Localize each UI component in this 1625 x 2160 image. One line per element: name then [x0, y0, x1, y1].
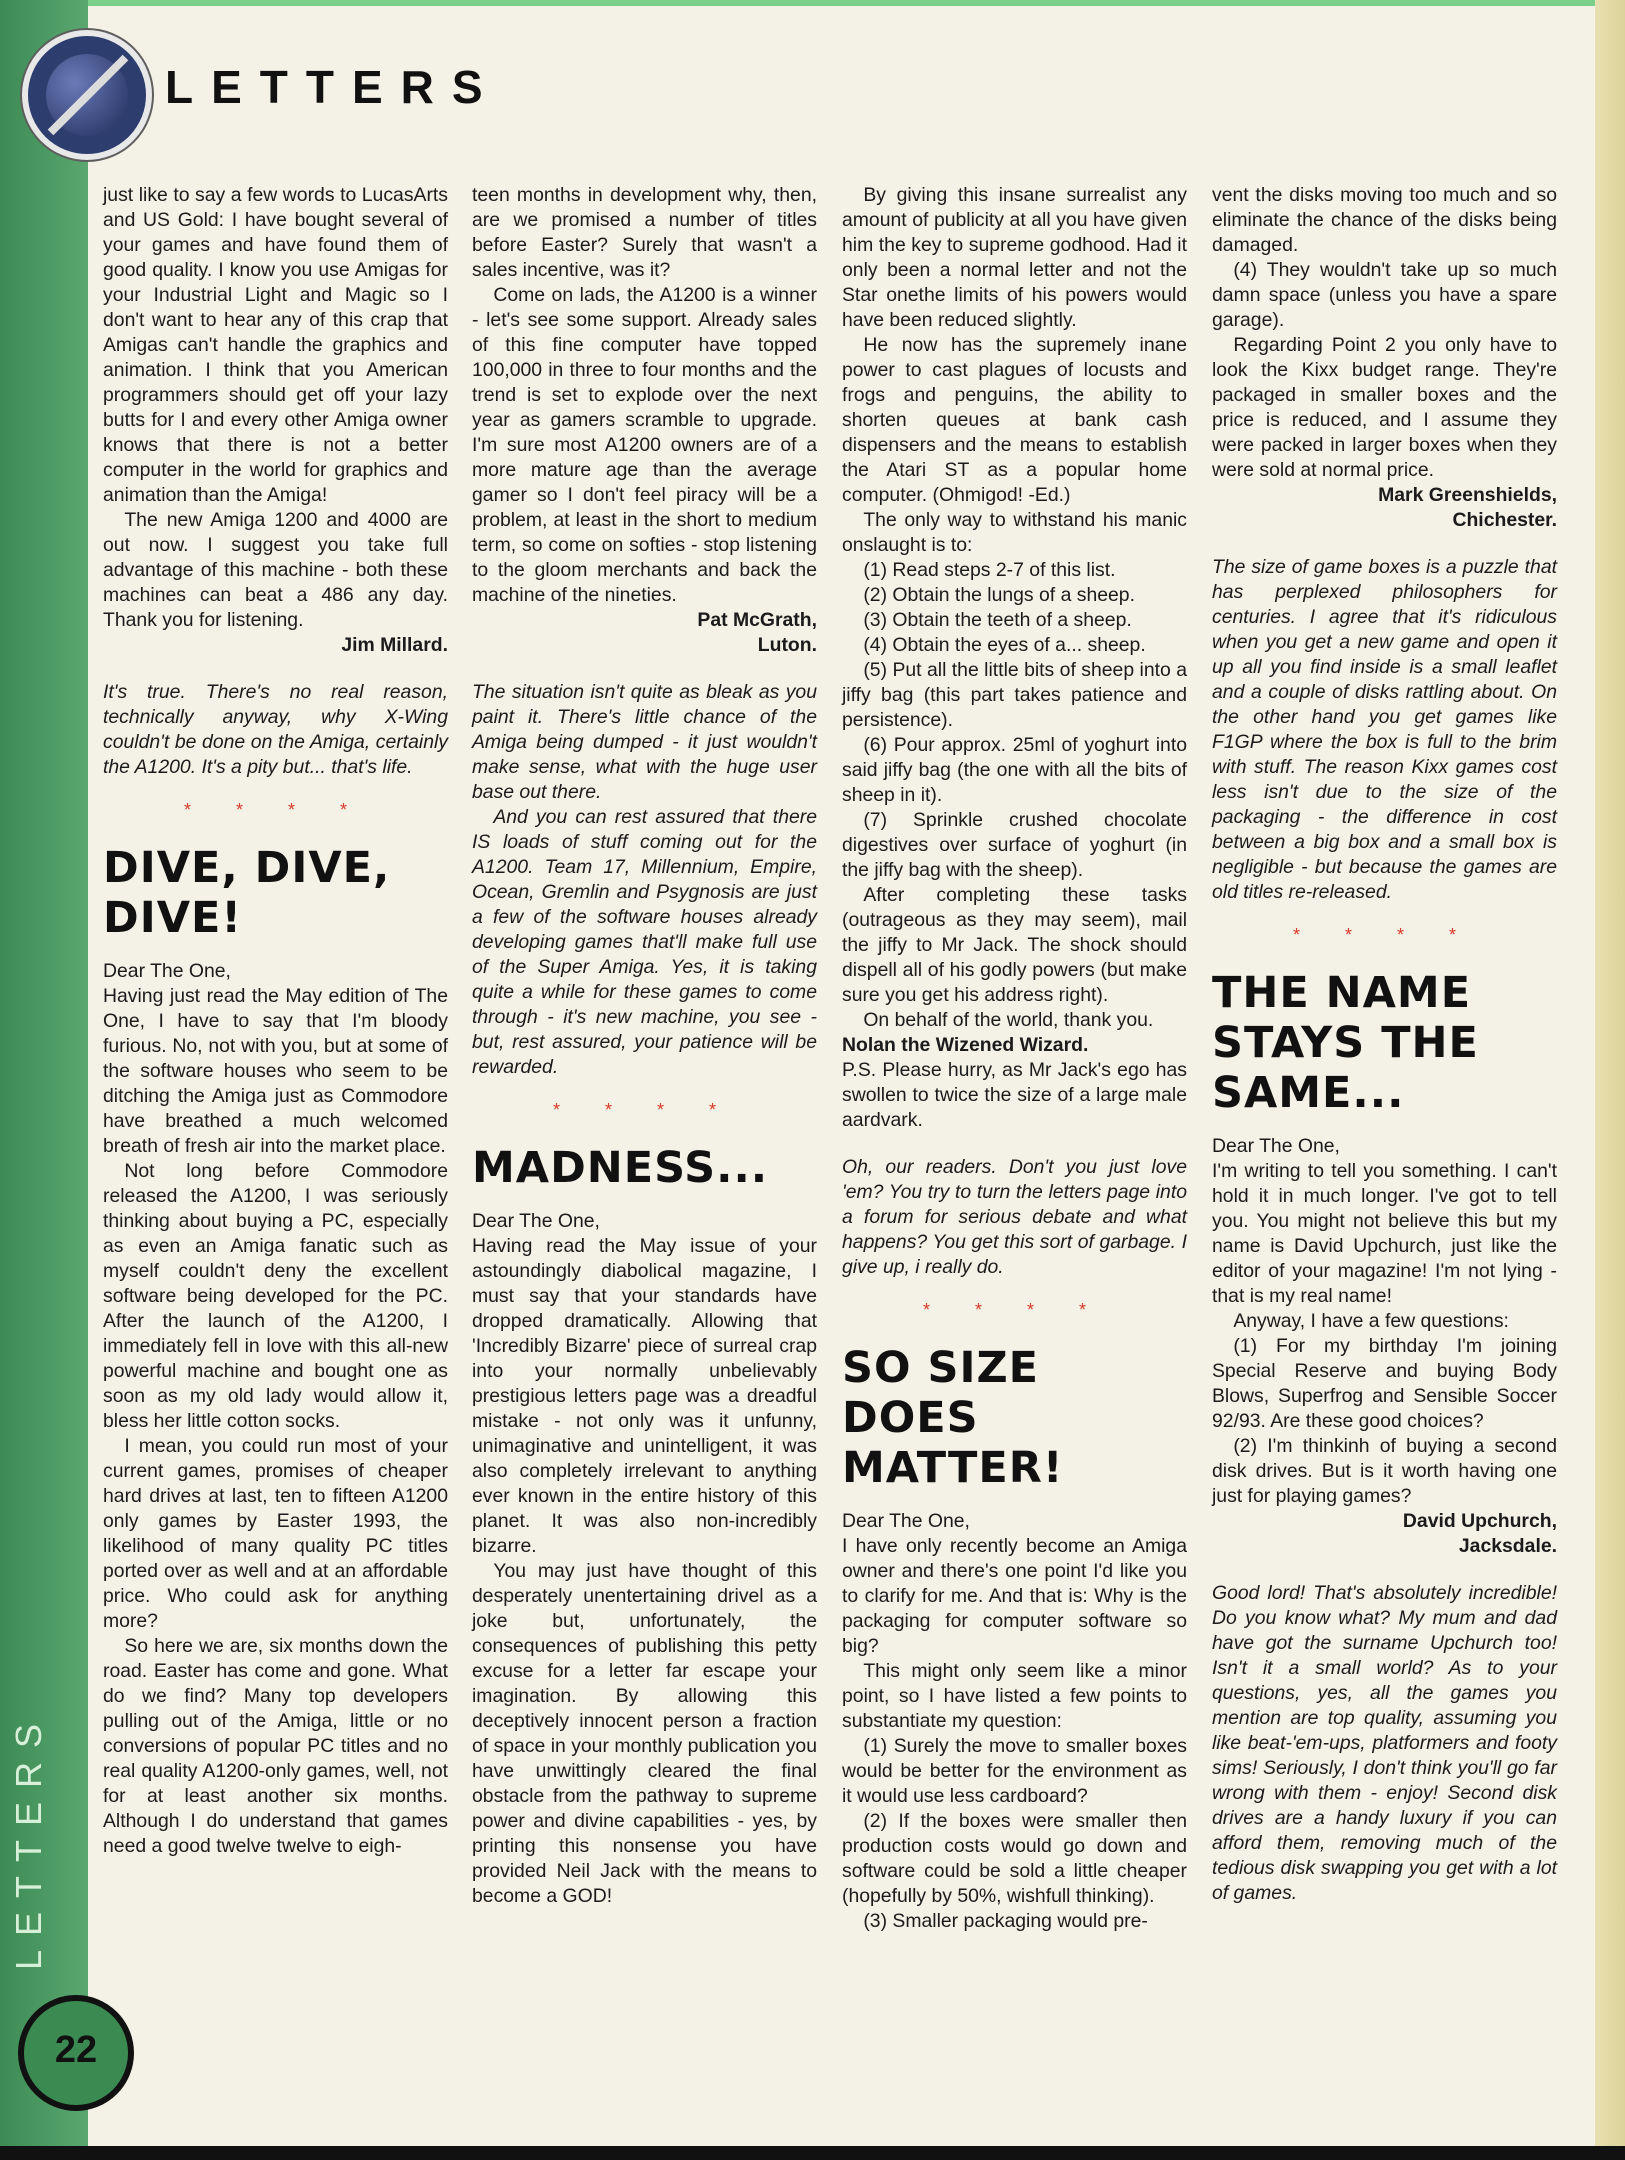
column-3 [842, 183, 1187, 1934]
letter-text: After completing these tasks (outrageous as they may seem), mail the jiffy to Mr Jack. The shock should dispell all of his godly powers (but make sure you get his address right). [842, 884, 1187, 1006]
headline-dive: DIVE, DIVE, DIVE! [103, 843, 391, 943]
letter-text: On behalf of the world, thank you. [863, 1009, 1154, 1031]
editor-reply: Good lord! That's absolutely incredible! Do you know what? My mum and dad have got the surname Upchurch too! Isn't it a small world? As to your questions, yes, all the games you mention are top quality, assuming you like beat-'em-ups, platformers and footy sims! Seriously, I don't think you'll go far wrong with them - enjoy! Second disk drives are a handy luxury if you can afford them, removing much of the tedious disk swapping you get with a lot of games. [1212, 1582, 1557, 1904]
signature: Jim Millard. [341, 634, 448, 656]
letter-text: I'm writing to tell you something. I can't hold it in much longer. I've got to tell you. You might not believe this but my name is David Upchurch, just like the editor of your magazine! I'm not lying - that is my real name! [1212, 1160, 1557, 1307]
editor-reply: The size of game boxes is a puzzle that has perplexed philosophers for centuries. I agree that it's ridiculous when you get a new game and open it up all you find inside is a small leaflet and a couple of disks rattling about. On the other hand you get games like F1GP where the box is full to the brim with stuff. The reason Kixx games cost less isn't due to the size of the packaging - the difference in cost between a big box and a small box is negligible - but because the games are old titles re-released. [1212, 556, 1557, 903]
editor-reply: And you can rest assured that there IS loads of stuff coming out for the A1200. Team 17, Millennium, Empire, Ocean, Gremlin and Psygnosis are just a few of the software houses already developing games that'll make full use of the Super Amiga. Yes, it is taking quite a while for these games to come through - it's new machine, you see - but, rest assured, your patience will be rewarded. [472, 806, 817, 1078]
column-2 [472, 183, 817, 1909]
letter-text: Having read the May issue of your astoundingly diabolical magazine, I must say that your standards have dropped dramatically. Allowing that 'Incredibly Bizarre' piece of surreal crap into your normally unbelievably prestigious letters page was a dreadful mistake - not only was it unfunny, unimaginative and unintelligent, it was also completely irrelevant to anything ever known in the entire history of this planet. It was also non-incredibly bizarre. [472, 1235, 817, 1557]
letter-text: I mean, you could run most of your current games, promises of cheaper hard drives at last, ten to fifteen A1200 only games by Easter 1993, the likelihood of many quality PC titles ported over as well and at an affordable price. Who could ask for anything more? [103, 1435, 448, 1632]
letter-text: Come on lads, the A1200 is a winner - let's see some support. Already sales of this fine computer have topped 100,000 in three to four months and the trend is set to explode over the next year as gamers scramble to upgrade. I'm sure most A1200 owners are of a more mature age than the average gamer so I don't feel piracy will be a problem, at least in the short to medium term, so come on softies - stop listening to the gloom merchants and back the machine of the nineties. [472, 284, 817, 606]
section-title: LETTERS [165, 61, 501, 113]
magazine-logo-icon [22, 30, 152, 160]
letter-text: Anyway, I have a few questions: [1233, 1310, 1509, 1332]
salutation: Dear The One, [472, 1210, 600, 1232]
letter-text: teen months in development why, then, are we promised a number of titles before Easter? Surely that wasn't a sales incentive, was it? [472, 184, 817, 281]
letter-text: You may just have thought of this desperately unentertaining drivel as a joke but, unfortunately, the consequences of publishing this petty excuse for a letter far escape your imagination. By allowing this deceptively innocent person a fraction of space in your monthly publication you have unwittingly cleared the final obstacle from the pathway to supreme power and divine capabilities - yes, by printing this nonsense you have provided Neil Jack with the means to become a GOD! [472, 1560, 817, 1907]
page-number: 22 [54, 2029, 98, 2071]
letter-text: Regarding Point 2 you only have to look the Kixx budget range. They're packaged in smaller boxes and the price is reduced, and I assume they were packed in larger boxes when they were sold at normal price. [1212, 334, 1557, 481]
bottom-edge [0, 2146, 1625, 2160]
signature-david-upchurch: David Upchurch, [1402, 1510, 1557, 1532]
letter-text: just like to say a few words to LucasArts and US Gold: I have bought several of your games and have found them of good quality. I know you use Amigas for your Industrial Light and Magic so I don't want to hear any of this crap that Amigas can't handle the graphics and animation. I think that you American programmers should get off your lazy butts for I and every other Amiga owner knows that there is not a better computer in the world for graphics and animation than the Amiga! [103, 184, 448, 506]
column-1 [103, 183, 448, 1859]
side-section-label: LETTERS [8, 1709, 49, 1970]
list-item: (4) They wouldn't take up so much damn space (unless you have a spare garage). [1212, 259, 1557, 331]
section-divider: * * * * [1292, 925, 1477, 945]
list-item: (1) Surely the move to smaller boxes would be better for the environment as it would use less cardboard? [842, 1735, 1187, 1807]
letter-text: I have only recently become an Amiga owner and there's one point I'd like you to clarify for me. And that is: Why is the packaging for computer software so big? [842, 1535, 1187, 1657]
section-divider: * * * * [183, 800, 368, 820]
signature: Pat McGrath, [697, 609, 817, 631]
list-item: (3) Smaller packaging would pre- [863, 1910, 1148, 1932]
headline-name: THE NAME STAYS THE SAME... [1212, 968, 1479, 1118]
section-divider: * * * * [552, 1100, 737, 1120]
signature-town: Luton. [757, 634, 817, 656]
editor-reply: The situation isn't quite as bleak as you paint it. There's little chance of the Amiga being dumped - it just wouldn't make sense, what with the huge user base out there. [472, 681, 817, 803]
salutation: Dear The One, [1212, 1135, 1340, 1157]
letter-text: The new Amiga 1200 and 4000 are out now. I suggest you take full advantage of this machine - both these machines can beat a 486 any day. Thank you for listening. [103, 509, 448, 631]
list-item: (4) Obtain the eyes of a... sheep. [863, 634, 1146, 656]
column-4 [1212, 183, 1557, 1906]
letter-text: vent the disks moving too much and so eliminate the chance of the disks being damaged. [1212, 184, 1557, 256]
editor-reply: Oh, our readers. Don't you just love 'em? You try to turn the letters page into a forum for serious debate and what happens? You get this sort of garbage. I give up, i really do. [842, 1156, 1187, 1278]
list-item: (1) Read steps 2-7 of this list. [863, 559, 1116, 581]
top-strip [88, 0, 1625, 6]
headline-madness: MADNESS... [472, 1143, 769, 1193]
letter-text: So here we are, six months down the road. Easter has come and gone. What do we find? Many top developers pulling out of the Amiga, little or no conversions of popular PC titles and no real quality A1200-only games, well, not for at least another six months. Although I do understand that games need a good twelve twelve to eigh- [103, 1635, 448, 1857]
list-item: (5) Put all the little bits of sheep into a jiffy bag (this part takes patience and persistence). [842, 659, 1187, 731]
list-item: (6) Pour approx. 25ml of yoghurt into said jiffy bag (the one with all the bits of sheep in it). [842, 734, 1187, 806]
signature: Nolan the Wizened Wizard. [842, 1034, 1089, 1056]
list-item: (2) I'm thinkinh of buying a second disk drives. But is it worth having one just for playing games? [1212, 1435, 1557, 1507]
signature-town: Jacksdale. [1458, 1535, 1557, 1557]
page-edge [1595, 0, 1625, 2160]
list-item: (2) Obtain the lungs of a sheep. [863, 584, 1135, 606]
salutation: Dear The One, [103, 960, 231, 982]
list-item: (3) Obtain the teeth of a sheep. [863, 609, 1132, 631]
letter-text: This might only seem like a minor point, so I have listed a few points to substantiate my question: [842, 1660, 1187, 1732]
list-item: (7) Sprinkle crushed chocolate digestives over surface of yoghurt (in the jiffy bag with the sheep). [842, 809, 1187, 881]
letter-text: He now has the supremely inane power to cast plagues of locusts and frogs and penguins, the ability to shorten queues at bank cash dispensers and the means to establish the Atari ST as a popular home computer. (Ohmigod! -Ed.) [842, 334, 1187, 506]
list-item: (1) For my birthday I'm joining Special Reserve and buying Body Blows, Superfrog and Sensible Soccer 92/93. Are these good choices? [1212, 1335, 1557, 1432]
editor-reply: It's true. There's no real reason, technically anyway, why X-Wing couldn't be done on the Amiga, certainly the A1200. It's a pity but... that's life. [103, 681, 448, 778]
salutation: Dear The One, [842, 1510, 970, 1532]
section-divider: * * * * [922, 1300, 1107, 1320]
page-number-badge [18, 1995, 134, 2111]
list-item: (2) If the boxes were smaller then production costs would go down and software could be sold a little cheaper (hopefully by 50%, wishfull thinking). [842, 1810, 1187, 1907]
letter-text: By giving this insane surrealist any amount of publicity at all you have given him the key to supreme godhood. Had it only been a normal letter and not the Star onethe limits of his powers would have been reduced slightly. [842, 184, 1187, 331]
letter-text: Having just read the May edition of The One, I have to say that I'm bloody furious. No, not with you, but at some of the software houses who seem to be ditching the Amiga just as Commodore have breathed a much welcomed breath of fresh air into the market place. [103, 985, 448, 1157]
signature-town: Chichester. [1452, 509, 1557, 531]
letter-text: The only way to withstand his manic onslaught is to: [842, 509, 1187, 556]
headline-size: SO SIZE DOES MATTER! [842, 1343, 1064, 1493]
postscript: P.S. Please hurry, as Mr Jack's ego has swollen to twice the size of a large male aardvark. [842, 1059, 1187, 1131]
signature: Mark Greenshields, [1378, 484, 1557, 506]
letter-text: Not long before Commodore released the A1200, I was seriously thinking about buying a PC, especially as even an Amiga fanatic such as myself couldn't deny the excellent software being developed for the PC. After the launch of the A1200, I immediately fell in love with this all-new powerful machine and bought one as soon as my old lady would allow it, bless her little cotton socks. [103, 1160, 448, 1432]
